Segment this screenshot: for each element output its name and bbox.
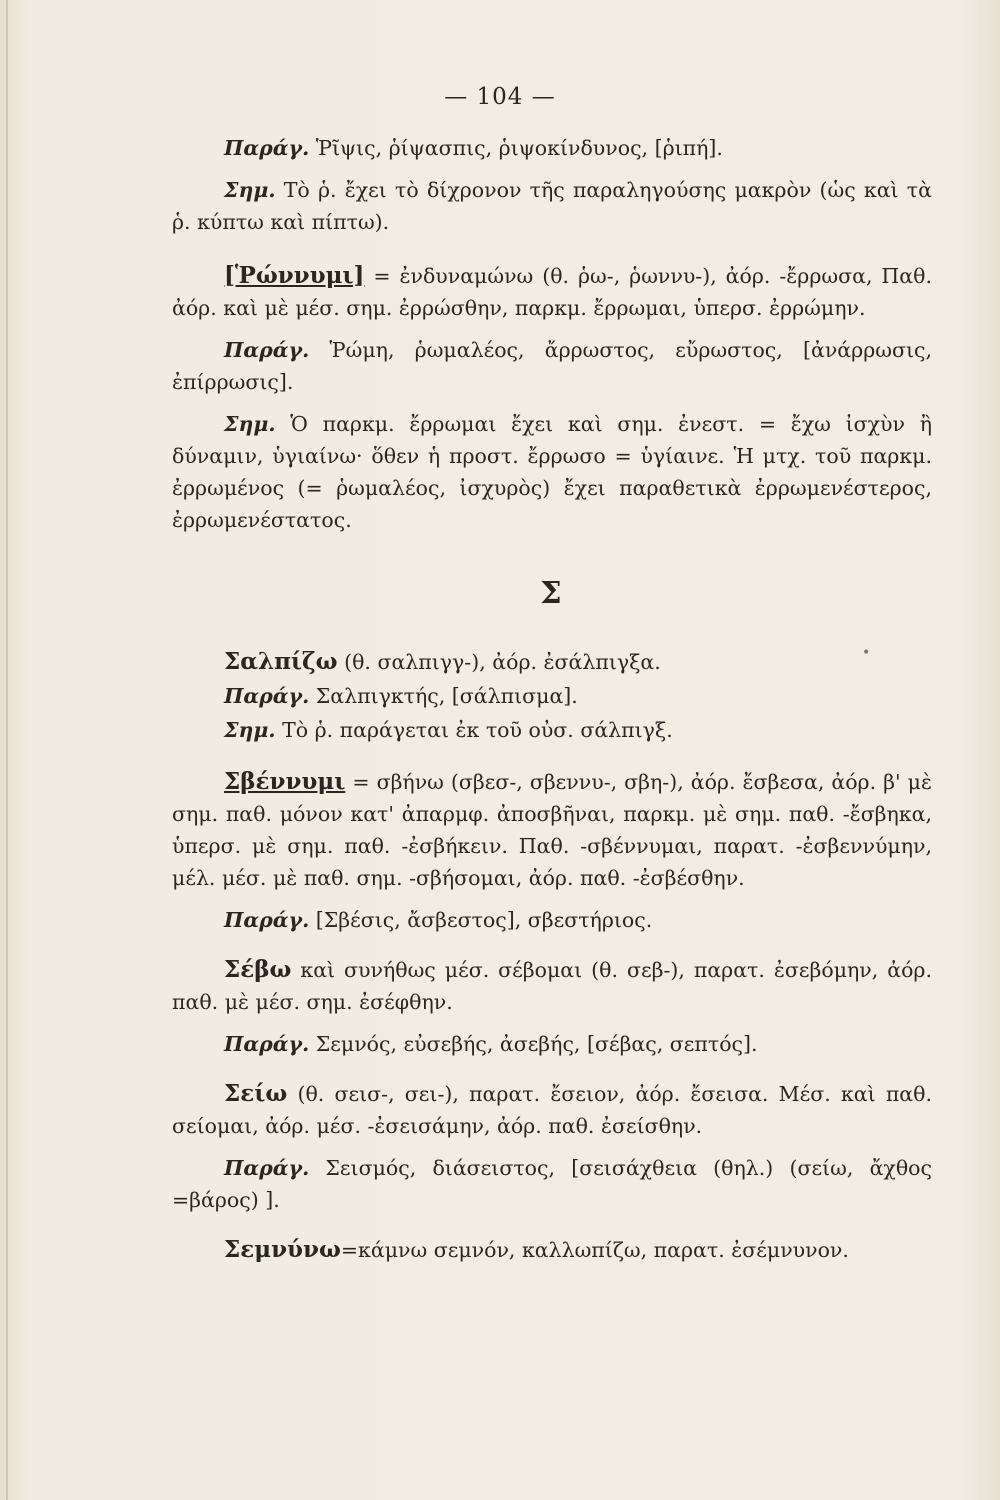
page-body — [172, 132, 932, 1266]
entry-note-rhonnymi — [172, 408, 932, 536]
page-number: — 104 — — [444, 84, 556, 110]
entry-derivatives-rhonnymi — [172, 334, 932, 398]
entry-derivatives-sevo — [172, 1028, 932, 1060]
entry-headword: Σαλπίζω — [224, 648, 338, 675]
entry-note-ripto — [172, 174, 932, 238]
entry-headword-sevo — [172, 954, 932, 1018]
entry-headword-semnyno — [172, 1234, 932, 1266]
entry-text: (θ. σεισ-, σει-), παρατ. ἔσειον, ἀόρ. ἔσεισα. Μέσ. καὶ παθ. σείομαι, ἀόρ. μέσ. -ἐσεισάμην, ἀόρ. παθ. ἐσείσθην. — [172, 1082, 932, 1138]
entry-headword: Σεμνύνω — [224, 1236, 341, 1263]
entry-label: Παράγ. — [224, 1032, 310, 1056]
entry-text: Σεισμός, διάσειστος, [σεισάχθεια (θηλ.) (σείω, ἄχθος =βάρος) ]. — [172, 1156, 932, 1212]
entry-text: Τὸ ῥ. ἔχει τὸ δίχρονον τῆς παραληγούσης μακρὸν (ὡς καὶ τὰ ῥ. κύπτω καὶ πίπτω). — [172, 178, 932, 234]
entry-headword: Σείω — [224, 1080, 288, 1107]
entry-text: = ἐνδυναμώνω (θ. ῥω-, ῥωννυ-), ἀόρ. -ἔρρωσα, Παθ. ἀόρ. καὶ μὲ μέσ. σημ. ἐρρώσθην, παρκμ. ἔρρωμαι, ὑπερσ. ἐρρώμην. — [172, 264, 932, 320]
entry-label: Παράγ. — [224, 1156, 310, 1180]
entry-label: Σημ. — [224, 412, 276, 436]
entry-derivatives-ripto — [172, 132, 932, 164]
entry-derivatives-salpizo — [172, 680, 932, 712]
entry-text: [Σβέσις, ἄσβεστος], σβεστήριος. — [309, 908, 653, 932]
entry-text: (θ. σαλπιγγ-), ἀόρ. ἐσάλπιγξα. — [337, 650, 661, 674]
entry-derivatives-seio — [172, 1152, 932, 1216]
entry-text: Ὁ παρκμ. ἔρρωμαι ἔχει καὶ σημ. ἐνεστ. = ἔχω ἰσχὺν ἢ δύναμιν, ὑγιαίνω· ὅθεν ἡ προστ. ἔρρωσο = ὑγίαινε. Ἡ μτχ. τοῦ παρκμ. ἐρρωμένος (= ῥωμαλέος, ἰσχυρὸς) ἔχει παραθετικὰ ἐρρωμενέστερος, ἐρρωμενέστατος. — [172, 412, 932, 532]
entry-text: Σεμνός, εὐσεβής, ἀσεβής, [σέβας, σεπτός]. — [309, 1032, 758, 1056]
entry-label: Σημ. — [224, 178, 276, 202]
entry-headword: Σέβω — [224, 956, 292, 983]
entry-text: Σαλπιγκτής, [σάλπισμα]. — [309, 684, 578, 708]
entry-label: Παράγ. — [224, 338, 310, 362]
entry-headword-rhonnymi — [172, 260, 932, 324]
margin-mark: • — [862, 645, 871, 661]
entry-label: Παράγ. — [224, 908, 310, 932]
entry-headword-svennymi — [172, 766, 932, 894]
entry-note-salpizo — [172, 714, 932, 746]
entry-headword-salpizo — [172, 646, 932, 678]
entry-text: = σβήνω (σβεσ-, σβεννυ-, σβη-), ἀόρ. ἔσβεσα, ἀόρ. β' μὲ σημ. παθ. μόνον κατ' ἀπαρμφ. ἀποσβῆναι, παρκμ. μὲ σημ. παθ. -ἔσβηκα, ὑπερσ. μὲ σημ. παθ. -ἐσβήκειν. Παθ. -σβέννυμαι, παρατ. -ἐσβεννύμην, μέλ. μέσ. μὲ παθ. σημ. -σβήσομαι, ἀόρ. παθ. -ἐσβέσθην. — [172, 770, 932, 890]
section-letter: Σ — [540, 576, 564, 611]
entry-text: Ῥῖψις, ῥίψασπις, ῥιψοκίνδυνος, [ῥιπή]. — [309, 136, 723, 160]
entry-label: Σημ. — [224, 718, 276, 742]
entry-derivatives-svennymi — [172, 904, 932, 936]
entry-headword: [Ῥώννυμι] — [224, 262, 365, 289]
entry-headword-seio — [172, 1078, 932, 1142]
entry-label: Παράγ. — [224, 684, 310, 708]
entry-text: Τὸ ῥ. παράγεται ἐκ τοῦ οὐσ. σάλπιγξ. — [275, 718, 673, 742]
entry-text: =κάμνω σεμνόν, καλλωπίζω, παρατ. ἐσέμνυνον. — [340, 1238, 849, 1262]
entry-label: Παράγ. — [224, 136, 310, 160]
page-edge — [6, 0, 8, 1500]
entry-text: καὶ συνήθως μέσ. σέβομαι (θ. σεβ-), παρατ. ἐσεβόμην, ἀόρ. παθ. μὲ μέσ. σημ. ἐσέφθην. — [172, 958, 932, 1014]
entry-headword: Σβέννυμι — [224, 768, 346, 795]
entry-text: Ῥώμη, ῥωμαλέος, ἄρρωστος, εὔρωστος, [ἀνάρρωσις, ἐπίρρωσις]. — [172, 338, 932, 394]
